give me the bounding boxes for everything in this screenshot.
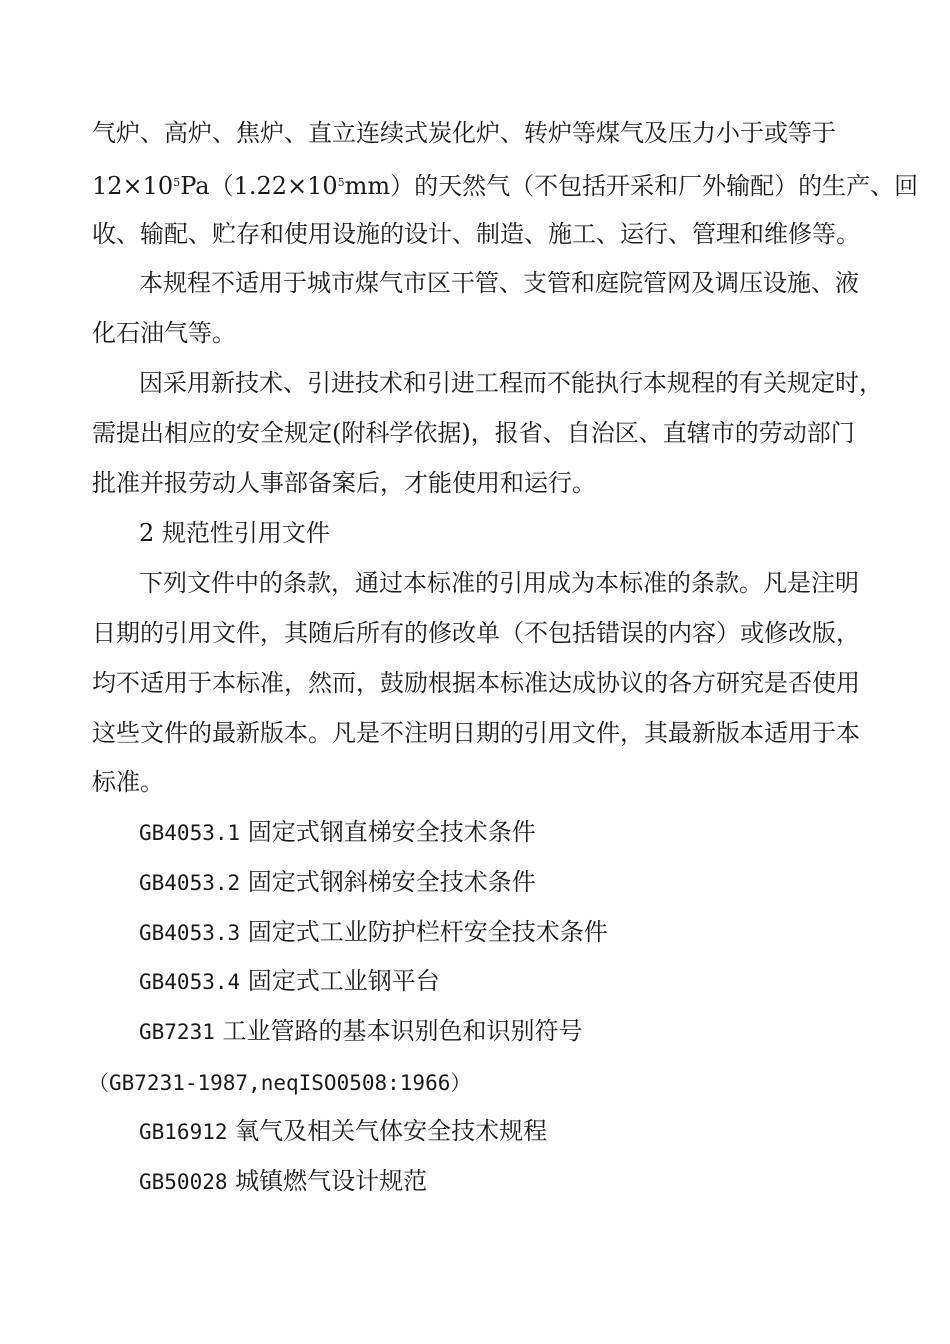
paragraph-4-line-2: 日期的引用文件，其随后所有的修改单（不包括错误的内容）或修改版， xyxy=(92,619,860,647)
reference-code: GB16912 xyxy=(139,1120,228,1144)
reference-code: GB50028 xyxy=(139,1170,228,1194)
paragraph-1-line-1: 气炉、高炉、焦炉、直立连续式炭化炉、转炉等煤气及压力小于或等于 xyxy=(92,119,836,147)
reference-code: GB4053.1 xyxy=(139,821,241,845)
pressure-value-b: Pa（1.22×10 xyxy=(180,172,338,200)
reference-code: GB4053.3 xyxy=(139,921,241,945)
paragraph-2-line-1: 本规程不适用于城市煤气市区干管、支管和庭院管网及调压设施、液 xyxy=(139,269,859,297)
reference-item xyxy=(139,867,536,898)
reference-item xyxy=(139,1166,427,1197)
paragraph-1-line-3: 收、输配、贮存和使用设施的设计、制造、施工、运行、管理和维修等。 xyxy=(92,220,860,248)
reference-item xyxy=(139,917,608,948)
reference-title: 固定式钢直梯安全技术条件 xyxy=(247,818,536,846)
reference-title: 固定式钢斜梯安全技术条件 xyxy=(247,868,536,896)
reference-title: 氧气及相关气体安全技术规程 xyxy=(235,1117,548,1145)
paragraph-3-line-3: 批准并报劳动人事部备案后，才能使用和运行。 xyxy=(92,469,596,497)
exponent-1: 5 xyxy=(173,176,181,189)
reference-title: 固定式工业防护栏杆安全技术条件 xyxy=(247,918,608,946)
paragraph-2-line-2: 化石油气等。 xyxy=(92,319,236,347)
reference-title: 城镇燃气设计规范 xyxy=(235,1167,428,1195)
paragraph-4-line-4: 这些文件的最新版本。凡是不注明日期的引用文件，其最新版本适用于本 xyxy=(92,719,860,747)
reference-item xyxy=(139,1116,547,1147)
reference-title: 工业管路的基本识别色和识别符号 xyxy=(222,1017,583,1045)
reference-title: 固定式工业钢平台 xyxy=(247,967,440,995)
exponent-2: 5 xyxy=(337,176,345,189)
reference-note: （GB7231-1987,neqISO0508:1966） xyxy=(88,1071,472,1095)
reference-item xyxy=(139,1016,583,1047)
reference-code: GB4053.4 xyxy=(139,970,241,994)
paragraph-4-line-1: 下列文件中的条款，通过本标准的引用成为本标准的条款。凡是注明 xyxy=(139,569,859,597)
paragraph-1-line-2 xyxy=(92,171,918,201)
reference-item xyxy=(139,966,440,997)
paragraph-3-line-2: 需提出相应的安全规定(附科学依据)，报省、自治区、直辖市的劳动部门 xyxy=(92,419,855,447)
section-2-heading: 2 规范性引用文件 xyxy=(139,519,330,547)
reference-item xyxy=(139,817,536,848)
paragraph-4-line-5: 标准。 xyxy=(92,768,164,796)
reference-code: GB7231 xyxy=(139,1020,215,1044)
reference-code: GB4053.2 xyxy=(139,871,241,895)
pressure-value-c: mm）的天然气（不包括开采和厂外输配）的生产、回 xyxy=(344,172,919,200)
pressure-value-a: 12×10 xyxy=(92,172,174,200)
paragraph-3-line-1: 因采用新技术、引进技术和引进工程而不能执行本规程的有关规定时， xyxy=(139,369,883,397)
paragraph-4-line-3: 均不适用于本标准，然而，鼓励根据本标准达成协议的各方研究是否使用 xyxy=(92,669,860,697)
